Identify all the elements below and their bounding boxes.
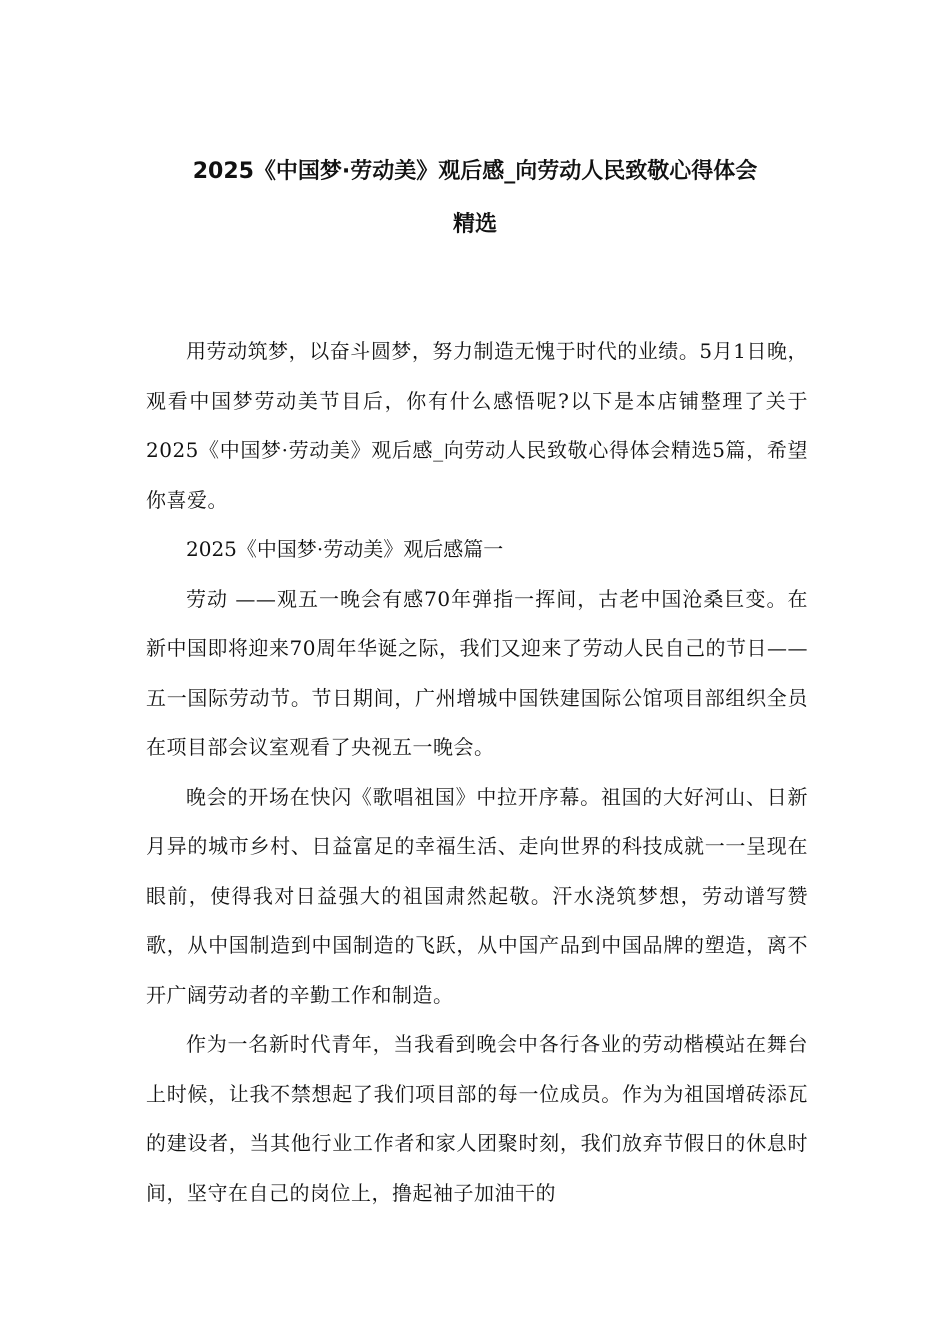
body-paragraph: 劳动 ——观五一晚会有感70年弹指一挥间，古老中国沧桑巨变。在新中国即将迎来70周年华诞之际，我们又迎来了劳动人民自己的节日——五一国际劳动节。节日期间，广州增城中国铁建国际公馆项目部组织全员在项目部会议室观看了央视五一晚会。: [146, 586, 808, 759]
document-title-line-2: 精选: [452, 212, 497, 237]
section-heading: 2025《中国梦·劳动美》观后感篇一: [186, 537, 504, 561]
body-paragraph: 作为一名新时代青年，当我看到晚会中各行各业的劳动楷模站在舞台上时候，让我不禁想起了我们项目部的每一位成员。作为为祖国增砖添瓦的建设者，当其他行业工作者和家人团聚时刻，我们放弃节假日的休息时间，坚守在自己的岗位上，撸起袖子加油干的: [146, 1032, 808, 1205]
document-title-line-1: 2025《中国梦·劳动美》观后感_向劳动人民致敬心得体会: [192, 159, 758, 184]
intro-paragraph: 用劳动筑梦，以奋斗圆梦，努力制造无愧于时代的业绩。5月1日晚，观看中国梦劳动美节目后，你有什么感悟呢?以下是本店铺整理了关于2025《中国梦·劳动美》观后感_向劳动人民致敬心得体会精选5篇，希望你喜爱。: [146, 339, 808, 512]
document-body: [146, 327, 808, 1218]
body-paragraph: 晚会的开场在快闪《歌唱祖国》中拉开序幕。祖国的大好河山、日新月异的城市乡村、日益富足的幸福生活、走向世界的科技成就一一呈现在眼前，使得我对日益强大的祖国肃然起敬。汗水浇筑梦想，劳动谱写赞歌，从中国制造到中国制造的飞跃，从中国产品到中国品牌的塑造，离不开广阔劳动者的辛勤工作和制造。: [146, 784, 808, 1007]
